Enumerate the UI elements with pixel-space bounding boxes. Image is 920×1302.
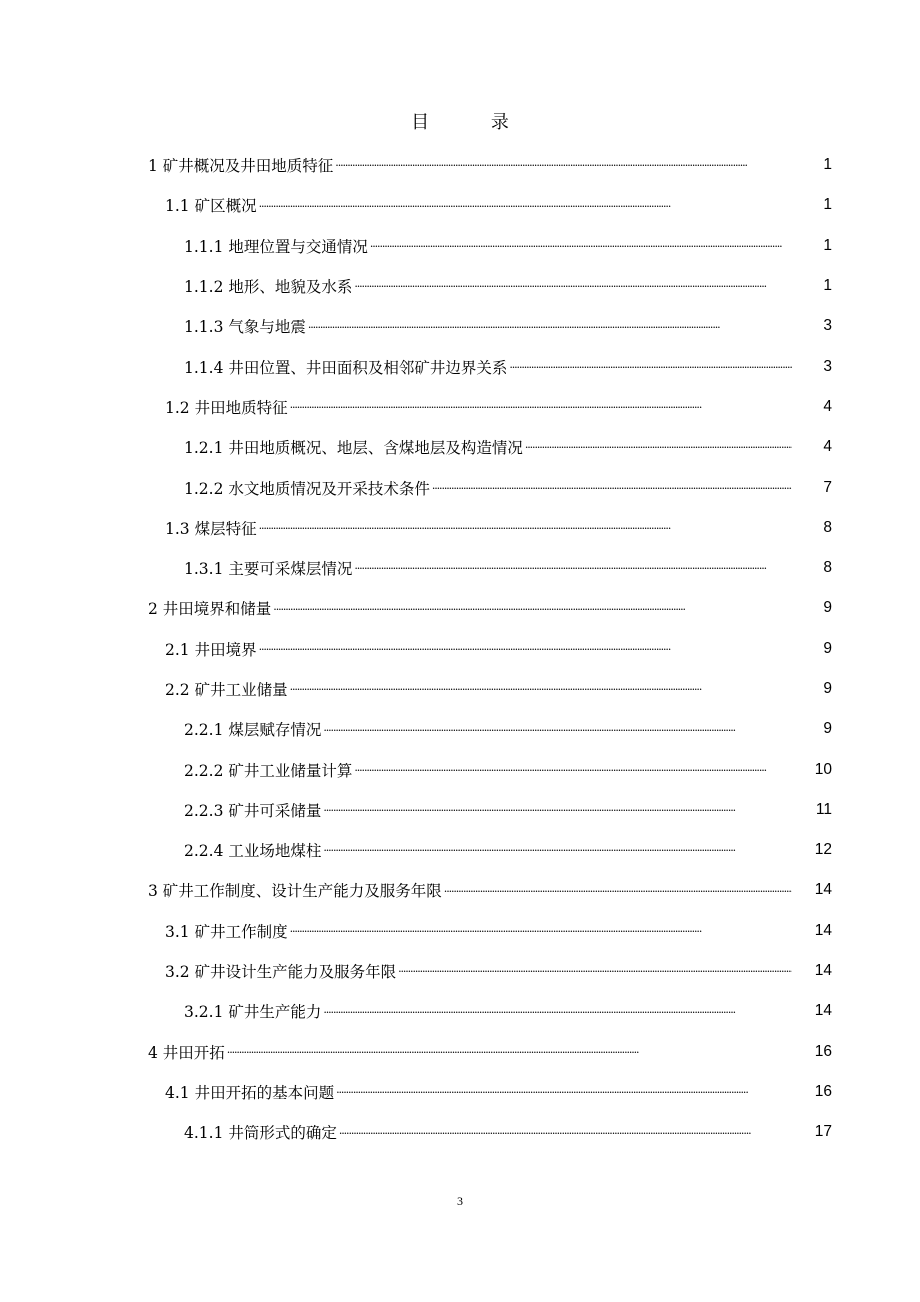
toc-entry-page: 1 [823,196,832,214]
dot-leader [336,1086,792,1102]
dot-leader [323,724,792,740]
toc-entry-page: 3 [823,317,832,335]
toc-entry-page: 1 [823,156,832,174]
toc-entry-page: 8 [823,559,832,577]
dot-leader [290,683,792,699]
toc-entry[interactable] [0,145,920,185]
toc-entry-page: 17 [814,1123,832,1141]
toc-entry[interactable] [0,911,920,951]
toc-entry-page: 4 [823,438,832,456]
dot-leader [259,522,792,538]
toc-entry-label: 2.2 矿井工业储量 [165,678,290,700]
toc-entry[interactable] [0,951,920,991]
toc-title: 目 录 [411,112,537,133]
dot-leader [227,1046,792,1062]
toc-entry[interactable] [0,226,920,266]
toc-entry-label: 4.1 井田开拓的基本问题 [165,1081,336,1103]
toc-entry-label: 1.2.1 井田地质概况、地层、含煤地层及构造情况 [184,436,525,458]
page-number: 3 [457,1194,463,1208]
dot-leader [354,280,792,296]
toc-entry[interactable] [0,588,920,628]
toc-entry-label: 2.2.1 煤层赋存情况 [184,718,323,740]
toc-entry-page: 9 [823,680,832,697]
toc-entry-label: 2 井田境界和储量 [148,597,273,619]
toc-entry[interactable] [0,387,920,427]
toc-entry-label: 2.2.3 矿井可采储量 [184,799,323,821]
dot-leader [308,321,792,337]
dot-leader [323,804,792,820]
dot-leader [290,401,792,417]
toc-entry[interactable] [0,830,920,870]
toc-entry-label: 1.3 煤层特征 [165,517,259,539]
toc-entry-page: 14 [814,962,832,980]
toc-entry-page: 9 [823,639,832,657]
dot-leader [259,643,792,659]
toc-entry-label: 2.1 井田境界 [165,638,259,660]
toc-entry-label: 1.1.4 井田位置、井田面积及相邻矿井边界关系 [184,356,509,378]
toc-entry-label: 1 矿井概况及井田地质特征 [148,154,335,176]
toc-entry[interactable] [0,991,920,1031]
toc-entry[interactable] [0,1032,920,1072]
toc-entry[interactable] [0,467,920,507]
dot-leader [525,441,792,457]
dot-leader [354,764,792,780]
dot-leader [323,1006,792,1022]
toc-entry-page: 7 [823,478,832,496]
dot-leader [370,240,792,256]
toc-entry-label: 3.1 矿井工作制度 [165,920,290,942]
dot-leader [354,562,792,578]
dot-leader [273,603,792,619]
toc-entry-page: 1 [823,236,832,254]
toc-entry-label: 1.2.2 水文地质情况及开采技术条件 [184,477,432,499]
toc-entry-label: 1.1.2 地形、地貌及水系 [184,275,354,297]
toc-entry-page: 1 [823,277,832,295]
dot-leader [432,482,792,498]
toc-entry-label: 3.2.1 矿井生产能力 [184,1000,323,1022]
toc-entry[interactable] [0,669,920,709]
toc-entry-label: 1.3.1 主要可采煤层情况 [184,557,354,579]
dot-leader [509,361,792,377]
dot-leader [444,885,792,901]
toc-entry[interactable] [0,629,920,669]
dot-leader [339,1127,792,1143]
toc-entry-page: 14 [814,921,832,939]
toc-entry[interactable] [0,306,920,346]
toc-entry-page: 12 [814,841,832,859]
toc-entry-label: 4.1.1 井筒形式的确定 [184,1121,339,1143]
toc-entry[interactable] [0,508,920,548]
toc-entry-label: 2.2.4 工业场地煤柱 [184,839,323,861]
toc-list [0,145,920,1152]
dot-leader [398,965,792,981]
toc-entry-page: 11 [815,800,832,818]
toc-entry[interactable] [0,427,920,467]
toc-entry[interactable] [0,870,920,910]
toc-entry[interactable] [0,790,920,830]
toc-entry[interactable] [0,346,920,386]
toc-entry-page: 9 [823,720,832,738]
toc-entry-label: 4 井田开拓 [148,1041,227,1063]
toc-entry[interactable] [0,548,920,588]
toc-entry[interactable] [0,266,920,306]
toc-entry-page: 10 [814,760,832,778]
toc-entry-page: 16 [814,1042,832,1060]
dot-leader [290,925,792,941]
toc-entry-page: 4 [823,397,832,415]
toc-entry-label: 3 矿井工作制度、设计生产能力及服务年限 [148,879,444,901]
toc-entry-label: 1.1.1 地理位置与交通情况 [184,235,370,257]
toc-entry-page: 3 [823,357,832,375]
toc-entry[interactable] [0,1072,920,1112]
toc-entry-page: 14 [814,881,832,899]
dot-leader [335,159,792,175]
toc-entry-label: 3.2 矿井设计生产能力及服务年限 [165,960,398,982]
toc-entry[interactable] [0,185,920,225]
toc-entry-page: 9 [823,599,832,617]
toc-entry-page: 14 [814,1002,832,1020]
toc-entry-label: 1.1.3 气象与地震 [184,315,308,337]
dot-leader [259,200,792,216]
dot-leader [323,844,792,860]
toc-entry-label: 1.1 矿区概况 [165,194,259,216]
toc-entry-label: 1.2 井田地质特征 [165,396,290,418]
toc-entry-page: 8 [823,518,832,536]
toc-entry[interactable] [0,709,920,749]
toc-entry[interactable] [0,749,920,789]
toc-entry-page: 16 [814,1082,832,1100]
toc-entry[interactable] [0,1112,920,1152]
toc-entry-label: 2.2.2 矿井工业储量计算 [184,759,354,781]
